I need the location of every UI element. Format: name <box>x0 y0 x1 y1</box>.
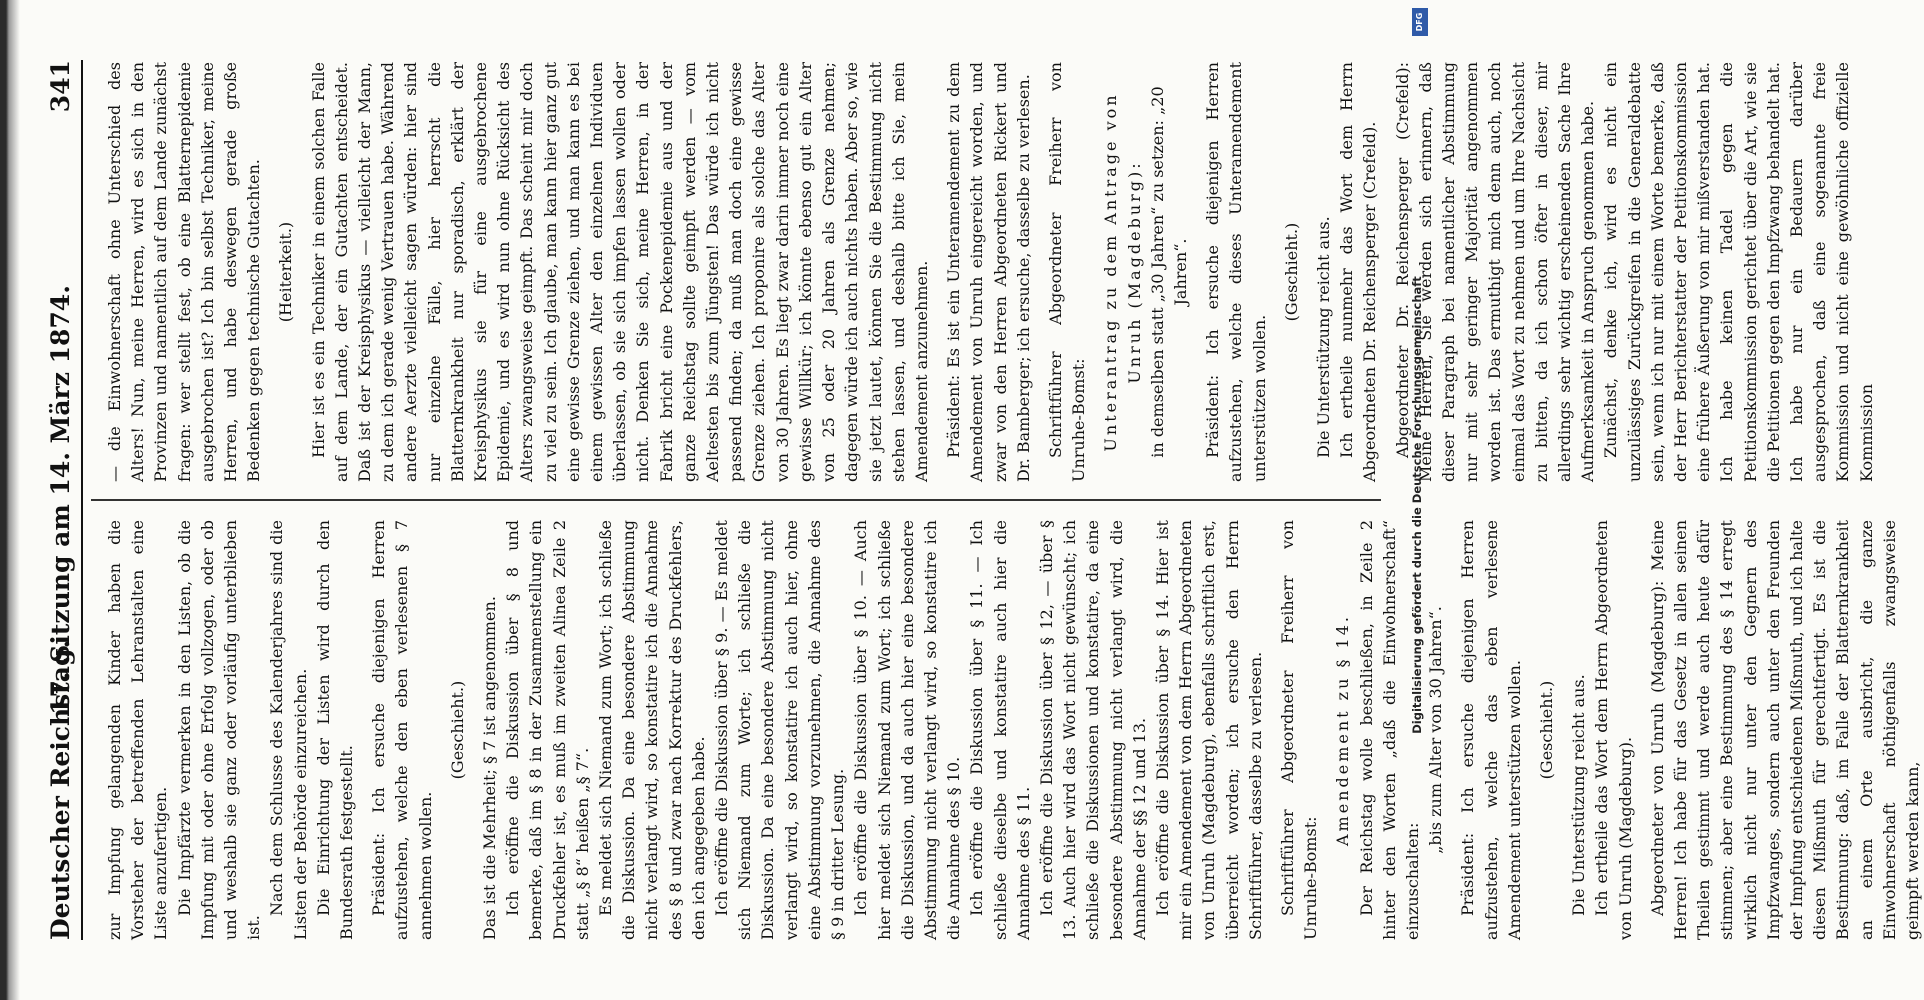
paragraph: Ich ertheile nunmehr das Wort dem Herrn Abgeordneten Dr. Reichensperger (Crefeld). <box>1337 62 1380 482</box>
stage-direction: (Geschieht.) <box>1536 680 1556 780</box>
paragraph: Die Einrichtung der Listen wird durch den Bundesrath festgestellt. <box>313 520 357 940</box>
paragraph: Ich eröffne die Diskussion über § 11. — Ich schließe dieselbe und konstatire auch hier die Annahme des § 11. <box>967 520 1033 940</box>
amendment-quote: „bis zum Alter von 30 Jahren“. <box>1426 606 1446 854</box>
paragraph: Die Unterstützung reicht aus. <box>1569 674 1589 916</box>
secretary-line: Schriftführer Abgeordneter Freiherr von Unruhe-Bomst: <box>1277 520 1321 940</box>
header-session: 17. Sitzung am 14. März 1874. <box>46 285 75 715</box>
sub-amendment-title: Unterantrag zu dem Antrage von Unruh (Magdeburg): <box>1101 92 1144 452</box>
stage-direction: (Heiterkeit.) <box>276 221 296 323</box>
speech-president: Präsident: Ich ersuche diejenigen Herren aufzustehen, welche den eben verlesenen § 7 annehmen wollen. <box>369 520 435 940</box>
running-head <box>41 60 83 940</box>
stage-direction: (Geschieht.) <box>447 680 467 780</box>
paragraph: Die Impfärzte vermerken in den Listen, ob die Impfung mit oder ohne Erfolg vollzogen, oder ob und weshalb sie ganz oder vorläufig unterblieben ist. <box>174 520 264 940</box>
paragraph: Zunächst, denke ich, wird es nicht ein unzulässiges Zurückgreifen in die Generaldebatte sein, wenn ich nur mit einem Worte bemerke, daß der Herr Berichterstatter der Petitionskommission eine frühere Äußerung von mir mißverstanden hat. Ich habe keinen Tadel gegen die Petitionskommission gerichtet über die Art, wie sie die Petitionen gegen den Impfzwang behandelt hat. Ich habe nur ein Bedauern darüber ausgesprochen, daß eine sogenannte freie Kommission und nicht eine gewöhnliche offizielle Kommission <box>1601 62 1876 482</box>
paragraph: Das ist die Mehrheit; § 7 ist angenommen. <box>480 596 500 940</box>
paragraph: Ich eröffne die Diskussion über § 12, — über § 13. Auch hier wird das Wort nicht gewünscht; ich schließe die Diskussionen und konstatire, da eine besondere Abstimmung nicht verlangt wird, die Annahme der §§ 12 und 13. <box>1036 520 1149 940</box>
paragraph: zur Impfung gelangenden Kinder haben die Vorsteher der betreffenden Lehranstalten eine Liste anzufertigen. <box>105 520 171 940</box>
paragraph: Nach dem Schlusse des Kalenderjahres sind die Listen der Behörde einzureichen. <box>267 520 310 940</box>
stage-direction: (Geschieht.) <box>1281 222 1301 322</box>
secretary-line: Schriftführer Abgeordneter Freiherr von Unruhe-Bomst: <box>1045 62 1089 482</box>
speech-reichensperger: Abgeordneter Dr. Reichensperger (Crefeld): Meine Herren, Sie werden sich erinnern, daß dieser Paragraph bei namentlicher Abstimmung nur mit sehr geringer Majorität angenommen worden ist. Das ermuthigt mich denn auch, noch einmal das Wort zu nehmen und um Ihre Nachsicht zu bitten, da ich schon öfter in dieser, mir allerdings sehr wichtig erscheinenden Sache Ihre Aufmerksamkeit in Anspruch genommen habe. <box>1392 62 1598 482</box>
scan-edge <box>0 0 20 1000</box>
column-divider <box>91 500 1381 502</box>
left-column <box>103 519 1923 940</box>
speech-president: Präsident: Ich ersuche diejenigen Herren aufzustehen, welche das eben verlesene Amendement unterstützen wollen. <box>1458 520 1524 940</box>
digitization-note-text: Digitalisierung gefördert durch die Deutsche Forschungsgemeinschaft <box>1410 276 1424 734</box>
amendment-title: Amendement zu § 14. <box>1333 613 1353 847</box>
header-title: Deutscher Reichstag. <box>46 639 75 940</box>
speech-unruh: Abgeordneter von Unruh (Magdeburg): Meine Herren! Ich habe für das Gesetz in allen seinen Theilen gestimmt und werde auch heute dafür stimmen; aber eine Bestimmung des § 14 erregt wirklich nicht nur unter den Gegnern des Impfzwanges, sondern auch unter den Freunden der Impfung entschiedenen Mißmuth, und ich halte diesen Mißmuth für gerechtfertigt. Es ist die Bestimmung: daß, im Falle der Blatternkrankheit an einem Orte ausbricht, die ganze Einwohnerschaft nöthigenfalls zwangsweise geimpft werden kann, <box>1647 519 1923 940</box>
speech-president: Präsident: Ich ersuche diejenigen Herren aufzustehen, welche dieses Unteramendement unterstützen wollen. <box>1203 62 1269 482</box>
paragraph: Ich eröffne die Diskussion über § 10. — Auch hier meldet sich Niemand zum Wort; ich schließe die Diskussion, und da auch hier eine besondere Abstimmung nicht verlangt wird, so konstatire ich die Annahme des § 10. <box>851 520 964 940</box>
paragraph: Hier ist es ein Techniker in einem solchen Falle auf dem Lande, der ein Gutachten entscheidet. Daß ist der Kreisphysikus — vielleicht der Mann, zu dem ich gerade wenig Vertrauen habe. Während andere Aerzte vielleicht sagen würden: hier sind nur einzelne Fälle, hier herrscht die Blatternkrankheit nur sporadisch, erklärt der Kreisphysikus sie für eine ausgebrochene Epidemie, und es wird nun ohne Rücksicht des Alters zwangsweise geimpft. Das scheint mir doch zu viel zu sein. Ich glaube, man kann hier ganz gut eine gewisse Grenze ziehen, und man kann es bei einem gewissen Alter den einzelnen Individuen überlassen, ob sie sich impfen lassen wollen oder nicht. Denken Sie sich, meine Herren, in der Fabrik bricht eine Pockenepidemie aus und der ganze Reichstag sollte geimpft werden — vom Aeltesten bis zum Jüngsten! Das würde ich nicht passend finden; da muß man doch eine gewisse Grenze ziehen. Ich proponire als solche das Alter von 30 Jahren. Es liegt zwar darin immer noch eine gewisse Willkür; ich könnte ebenso gut ein Alter von 25 oder 20 Jahren als Grenze nehmen; dagegen würde ich auch nichts haben. Aber so, wie sie jetzt lautet, können Sie die Bestimmung nicht stehen lassen, und deshalb bitte ich Sie, mein Amendement anzunehmen. <box>308 62 931 482</box>
amendment-text: Der Reichstag wolle beschließen, in Zeile 2 hinter den Worten „daß die Einwohnerschaft“ einzuschalten: <box>1356 520 1422 940</box>
paragraph: Ich eröffne die Diskussion über § 8 und bemerke, daß im § 8 in der Zusammenstellung ein Druckfehler ist, es muß im zweiten Alinea Zeile 2 statt „§ 8“ heißen „§ 7“. <box>503 520 592 940</box>
paragraph: Die Unterstützung reicht aus. <box>1313 216 1333 458</box>
speech-president: Präsident: Es ist ein Unteramendement zu dem Amendement von Unruh eingereicht worden, und zwar von den Herren Abgeordneten Rickert und Dr. Bamberger; ich ersuche, dasselbe zu verlesen. <box>944 62 1033 482</box>
right-column <box>103 62 1876 482</box>
digitization-note <box>1406 8 1428 988</box>
dfg-logo: DFG <box>1412 8 1428 36</box>
page-number: 341 <box>46 60 75 113</box>
paragraph: Es meldet sich Niemand zum Wort; ich schließe die Diskussion. Da eine besondere Abstimmung nicht verlangt wird, so konstatire ich die Annahme des § 8 und zwar nach Korrektur des Druckfehlers, den ich angegeben habe. <box>596 520 708 940</box>
paragraph: Ich ertheile das Wort dem Herrn Abgeordneten von Unruh (Magdeburg). <box>1592 520 1635 940</box>
paragraph: — die Einwohnerschaft ohne Unterschied des Alters! Nun, meine Herren, wird es sich in den Provinzen und namentlich auf dem Lande zunächst fragen: wer stellt fest, ob eine Blatternepidemie ausgebrochen ist? Ich bin selbst Techniker, meine Herren, und habe deswegen gerade große Bedenken gegen technische Gutachten. <box>105 62 264 482</box>
paragraph: Ich eröffne die Diskussion über § 14. Hier ist mir ein Amendement von dem Herrn Abgeordneten von Unruh (Magdeburg), ebenfalls schriftlich erst, überreicht worden; ich ersuche den Herrn Schriftführer, dasselbe zu verlesen. <box>1152 520 1265 940</box>
paragraph: Ich eröffne die Diskussion über § 9. — Es meldet sich Niemand zum Worte; ich schließe die Diskussion. Da eine besondere Abstimmung nicht verlangt wird, so konstatire ich auch hier, ohne eine Abstimmung vorzunehmen, die Annahme des § 9 in dritter Lesung. <box>712 520 848 940</box>
sub-amendment-text: in demselben statt „30 Jahren“ zu setzen: „20 Jahren“. <box>1147 86 1190 458</box>
